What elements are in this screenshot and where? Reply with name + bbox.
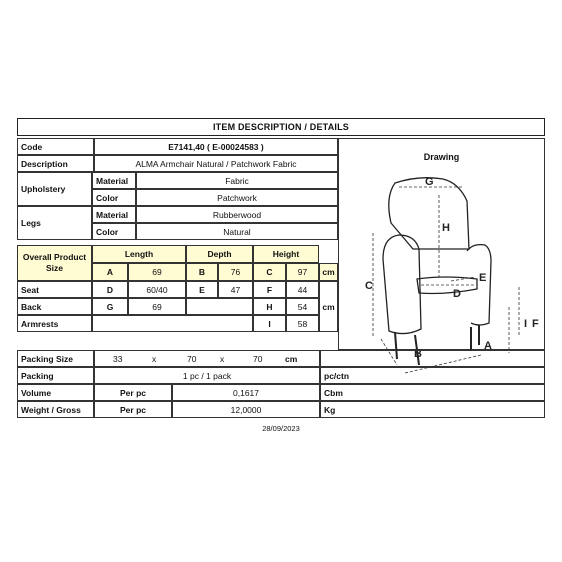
legs-color: Natural: [136, 223, 338, 240]
dim-f-value: 44: [286, 281, 319, 298]
dim-c-label: C: [253, 263, 286, 281]
packing-x-1: x: [152, 353, 157, 364]
volume-unit: Cbm: [320, 384, 545, 401]
dim-e-label: E: [186, 281, 218, 298]
packing-dim-3: 70: [253, 353, 263, 364]
packing-size-right: [320, 350, 545, 367]
dim-g-value: 69: [128, 298, 186, 315]
dim-letter-a: A: [484, 340, 492, 352]
armrests-label: Armrests: [17, 315, 92, 332]
back-label: Back: [17, 298, 92, 315]
legs-material: Rubberwood: [136, 206, 338, 223]
sheet-title: ITEM DESCRIPTION / DETAILS: [17, 118, 545, 136]
volume-label: Volume: [17, 384, 94, 401]
dim-letter-h: H: [442, 222, 450, 234]
dim-letter-i: I: [524, 318, 528, 330]
packing-label: Packing: [17, 367, 94, 384]
dim-h-label: H: [253, 298, 286, 315]
packing-size-label: Packing Size: [17, 350, 94, 367]
dim-e-value: 47: [218, 281, 253, 298]
dim-letter-b: B: [414, 348, 422, 360]
upholstery-material: Fabric: [136, 172, 338, 189]
upholstery-color-label: Color: [92, 189, 136, 206]
armchair-drawing: [339, 139, 544, 360]
packing-dim-1: 33: [113, 353, 123, 364]
dim-d-label: D: [92, 281, 128, 298]
drawing-panel: [338, 138, 545, 360]
drawing-label: Drawing: [423, 152, 460, 162]
dim-h-value: 54: [286, 298, 319, 315]
packing-x-2: x: [220, 353, 225, 364]
upholstery-material-label: Material: [92, 172, 136, 189]
weight-unit: Kg: [320, 401, 545, 418]
upholstery-color: Patchwork: [136, 189, 338, 206]
overall-unit: cm: [319, 263, 338, 281]
dim-b-value: 76: [218, 263, 253, 281]
back-empty: [186, 298, 253, 315]
dim-a-value: 69: [128, 263, 186, 281]
dim-b-label: B: [186, 263, 218, 281]
dim-g-label: G: [92, 298, 128, 315]
spec-table: [17, 138, 545, 426]
weight-per: Per pc: [94, 401, 172, 418]
description-label: Description: [17, 155, 94, 172]
height-header: Height: [253, 245, 319, 263]
dim-c-value: 97: [286, 263, 319, 281]
legs-label: Legs: [17, 206, 92, 240]
dim-letter-d: D: [453, 288, 461, 300]
upholstery-label: Upholstery: [17, 172, 92, 206]
dim-letter-c: C: [365, 280, 373, 292]
dim-a-label: A: [92, 263, 128, 281]
packing-unit: pc/ctn: [320, 367, 545, 384]
sheet-date: 28/09/2023: [262, 424, 300, 433]
dim-d-value: 60/40: [128, 281, 186, 298]
dim-i-value: 58: [286, 315, 319, 332]
dim-i-label: I: [253, 315, 286, 332]
overall-size-label: Overall Product Size: [17, 245, 92, 281]
legs-material-label: Material: [92, 206, 136, 223]
volume-per: Per pc: [94, 384, 172, 401]
weight-value: 12,0000: [172, 401, 320, 418]
packing-size-dims: [94, 350, 320, 367]
length-header: Length: [92, 245, 186, 263]
legs-color-label: Color: [92, 223, 136, 240]
packing-value: 1 pc / 1 pack: [94, 367, 320, 384]
dim-f-label: F: [253, 281, 286, 298]
code-value: E7141,40 ( E-00024583 ): [94, 138, 338, 155]
dim-letter-g: G: [425, 176, 434, 188]
seat-back-unit: cm: [319, 281, 338, 332]
packing-dim-2: 70: [187, 353, 197, 364]
depth-header: Depth: [186, 245, 253, 263]
description-value: ALMA Armchair Natural / Patchwork Fabric: [94, 155, 338, 172]
dim-letter-f: F: [532, 318, 539, 330]
weight-label: Weight / Gross: [17, 401, 94, 418]
armrests-empty: [92, 315, 253, 332]
code-label: Code: [17, 138, 94, 155]
dim-letter-e: E: [479, 272, 487, 284]
packing-size-unit: cm: [285, 353, 298, 364]
volume-value: 0,1617: [172, 384, 320, 401]
seat-label: Seat: [17, 281, 92, 298]
